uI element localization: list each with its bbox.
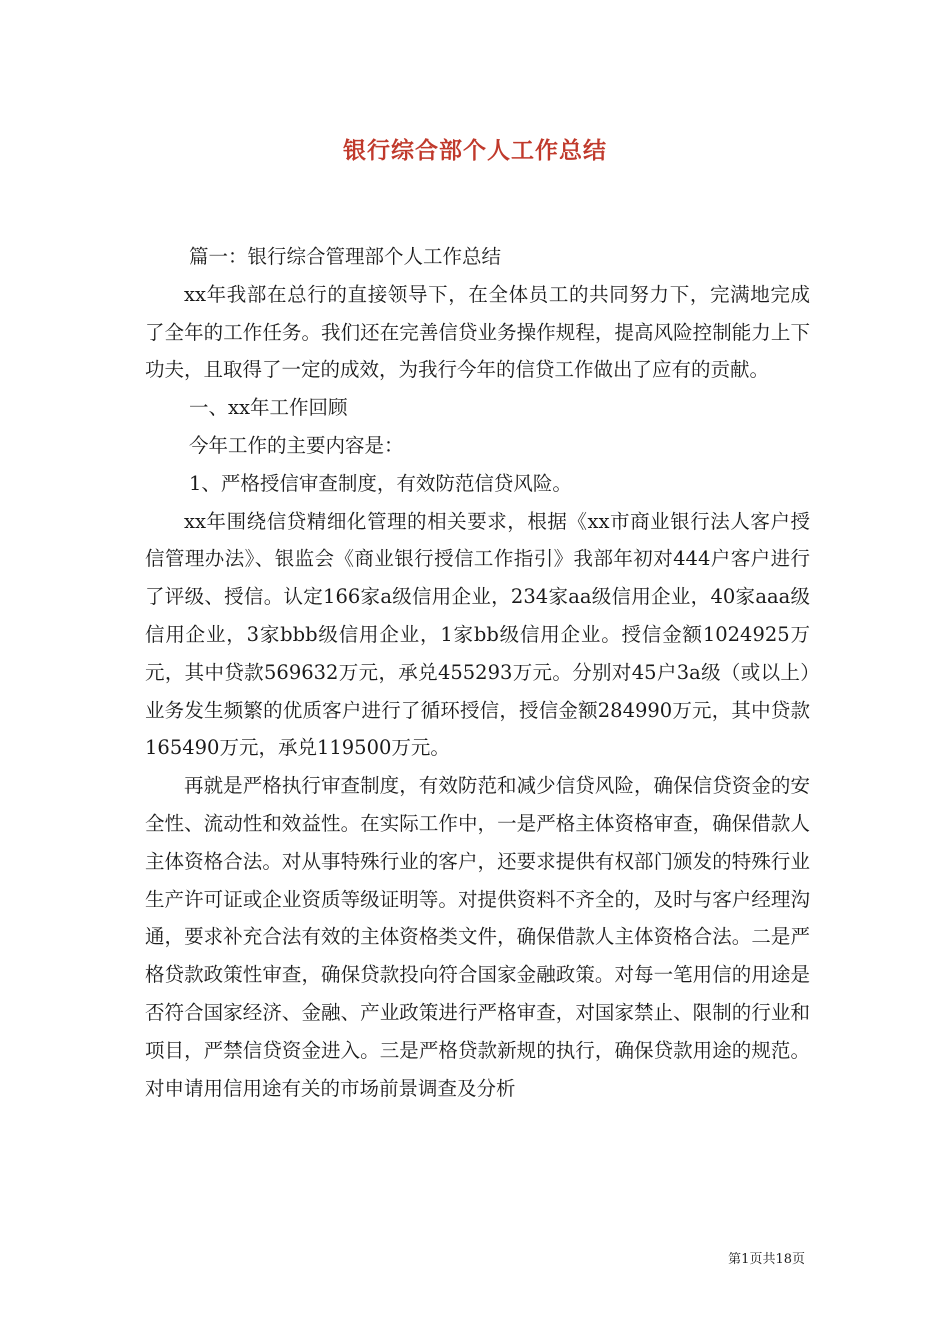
section-heading: 篇一：银行综合管理部个人工作总结	[189, 245, 502, 268]
subsection-heading: 1、严格授信审查制度，有效防范信贷风险。	[189, 471, 572, 495]
document-title: 银行综合部个人工作总结	[343, 138, 607, 164]
paragraph: xx年我部在总行的直接领导下，在全体员工的共同努力下，完满地完成了全年的工作任务。我们还在完善信贷业务操作规程，提高风险控制能力上下功夫，且取得了一定的成效，为我行今年的信贷工作做出了应有的贡献。	[145, 282, 810, 382]
paragraph: 再就是严格执行审查制度，有效防范和减少信贷风险，确保信贷资金的安全性、流动性和效益性。在实际工作中，一是严格主体资格审查，确保借款人主体资格合法。对从事特殊行业的客户，还要求提供有权部门颁发的特殊行业生产许可证或企业资质等级证明等。对提供资料不齐全的，及时与客户经理沟通，要求补充合法有效的主体资格类文件，确保借款人主体资格合法。二是严格贷款政策性审查，确保贷款投向符合国家金融政策。对每一笔用信的用途是否符合国家经济、金融、产业政策进行严格审查，对国家禁止、限制的行业和项目，严禁信贷资金进入。三是严格贷款新规的执行，确保贷款用途的规范。对申请用信用途有关的市场前景调查及分析	[145, 774, 810, 1100]
page-number: 第1页共18页	[728, 1252, 805, 1267]
paragraph: xx年围绕信贷精细化管理的相关要求，根据《xx市商业银行法人客户授信管理办法》、银监会《商业银行授信工作指引》我部年初对444户客户进行了评级、授信。认定166家a级信用企业，234家aa级信用企业，40家aaa级信用企业，3家bbb级信用企业，1家bb级信用企业。授信金额1024925万元，其中贷款569632万元，承兑455293万元。分别对45户3a级（或以上）业务发生频繁的优质客户进行了循环授信，授信金额284990万元，其中贷款165490万元，承兑119500万元。	[145, 509, 810, 760]
document-body	[145, 238, 810, 1107]
section-heading: 一、xx年工作回顾	[189, 396, 348, 420]
paragraph: 今年工作的主要内容是：	[189, 433, 404, 457]
